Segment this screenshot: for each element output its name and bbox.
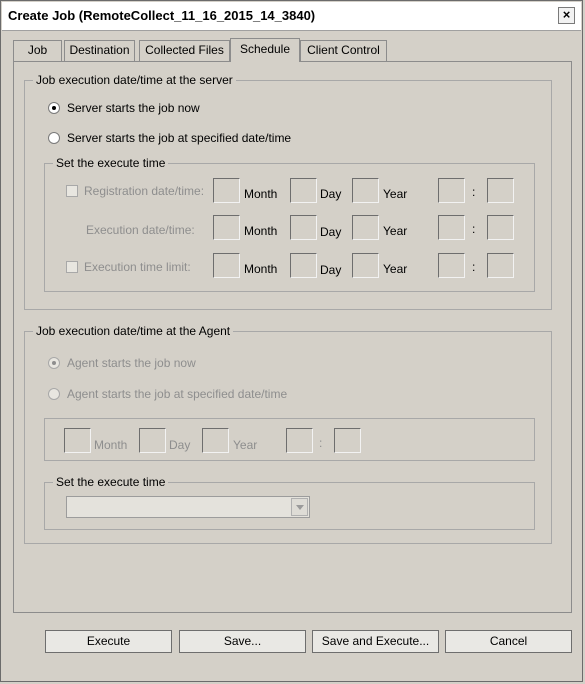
- time-limit-year-field[interactable]: [352, 253, 379, 278]
- tab-client-control[interactable]: Client Control: [300, 40, 387, 61]
- execute-button[interactable]: Execute: [45, 630, 172, 653]
- execution-datetime-label: Execution date/time:: [86, 223, 195, 237]
- server-group-title: Job execution date/time at the server: [33, 73, 236, 87]
- server-start-specified-label: Server starts the job at specified date/time: [67, 131, 292, 145]
- chevron-down-icon[interactable]: [291, 498, 308, 516]
- agent-year-field[interactable]: [202, 428, 229, 453]
- time-limit-month-field[interactable]: [213, 253, 240, 278]
- agent-minute-field[interactable]: [334, 428, 361, 453]
- execution-day-label: Day: [320, 225, 342, 239]
- time-limit-hour-field[interactable]: [438, 253, 465, 278]
- agent-execute-time-title: Set the execute time: [53, 475, 168, 489]
- execution-year-label: Year: [383, 224, 408, 238]
- execution-time-limit-label: Execution time limit:: [84, 260, 191, 274]
- tab-collected-files[interactable]: Collected Files: [139, 40, 230, 61]
- tab-destination[interactable]: Destination: [64, 40, 135, 61]
- registration-colon: :: [472, 185, 476, 199]
- close-button[interactable]: [558, 7, 575, 24]
- registration-minute-field[interactable]: [487, 178, 514, 203]
- agent-day-label: Day: [169, 438, 191, 452]
- agent-hour-field[interactable]: [286, 428, 313, 453]
- tab-schedule[interactable]: Schedule: [230, 38, 300, 62]
- registration-datetime-checkbox[interactable]: [66, 185, 78, 197]
- schedule-tab-panel: [13, 61, 572, 613]
- agent-start-specified-radio[interactable]: [48, 388, 60, 400]
- execution-day-field[interactable]: [290, 215, 317, 240]
- save-and-execute-button[interactable]: Save and Execute...: [312, 630, 439, 653]
- agent-month-field[interactable]: [64, 428, 91, 453]
- tab-job[interactable]: Job: [13, 40, 62, 61]
- execution-year-field[interactable]: [352, 215, 379, 240]
- agent-start-specified-label: Agent starts the job at specified date/time: [67, 387, 288, 401]
- registration-month-field[interactable]: [213, 178, 240, 203]
- agent-start-now-label: Agent starts the job now: [67, 356, 196, 370]
- agent-month-label: Month: [94, 438, 128, 452]
- execution-time-limit-checkbox[interactable]: [66, 261, 78, 273]
- agent-day-field[interactable]: [139, 428, 166, 453]
- registration-year-field[interactable]: [352, 178, 379, 203]
- close-icon: ×: [562, 7, 571, 22]
- registration-datetime-label: Registration date/time:: [84, 184, 205, 198]
- execution-colon: :: [472, 222, 476, 236]
- time-limit-year-label: Year: [383, 262, 408, 276]
- registration-hour-field[interactable]: [438, 178, 465, 203]
- execution-minute-field[interactable]: [487, 215, 514, 240]
- time-limit-minute-field[interactable]: [487, 253, 514, 278]
- agent-start-now-radio[interactable]: [48, 357, 60, 369]
- execution-month-label: Month: [244, 224, 278, 238]
- cancel-button[interactable]: Cancel: [445, 630, 572, 653]
- registration-month-label: Month: [244, 187, 278, 201]
- agent-execute-time-select[interactable]: [66, 496, 310, 518]
- time-limit-day-field[interactable]: [290, 253, 317, 278]
- agent-group-title: Job execution date/time at the Agent: [33, 324, 233, 338]
- execution-hour-field[interactable]: [438, 215, 465, 240]
- save-button[interactable]: Save...: [179, 630, 306, 653]
- time-limit-month-label: Month: [244, 262, 278, 276]
- server-start-specified-radio[interactable]: [48, 132, 60, 144]
- agent-colon: :: [319, 436, 323, 450]
- server-execute-time-title: Set the execute time: [53, 156, 168, 170]
- time-limit-colon: :: [472, 260, 476, 274]
- agent-year-label: Year: [233, 438, 258, 452]
- server-start-now-label: Server starts the job now: [67, 101, 200, 115]
- server-start-now-radio[interactable]: [48, 102, 60, 114]
- registration-year-label: Year: [383, 187, 408, 201]
- title-bar[interactable]: [2, 2, 581, 31]
- execution-month-field[interactable]: [213, 215, 240, 240]
- time-limit-day-label: Day: [320, 263, 342, 277]
- registration-day-field[interactable]: [290, 178, 317, 203]
- window-title: Create Job (RemoteCollect_11_16_2015_14_3840): [8, 8, 316, 23]
- registration-day-label: Day: [320, 187, 342, 201]
